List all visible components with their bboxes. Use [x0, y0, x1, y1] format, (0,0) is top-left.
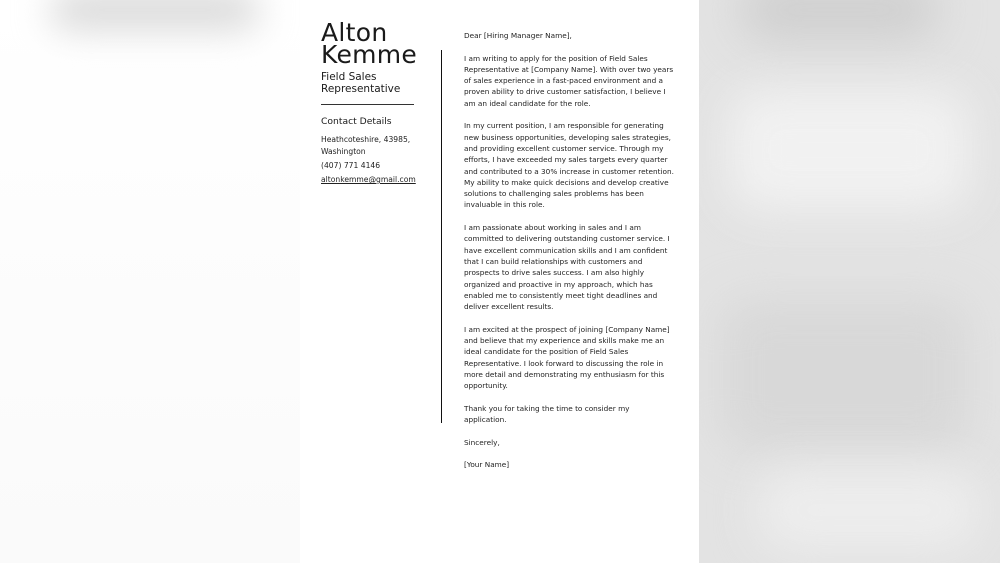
blurred-background-shape — [719, 300, 969, 450]
job-title: Field Sales Representative — [321, 71, 401, 95]
signature: [Your Name] — [464, 460, 510, 470]
contact-email-link[interactable]: altonkemme@gmail.com — [321, 175, 416, 184]
blurred-background-shape — [739, 0, 939, 40]
letter-paragraph: I am writing to apply for the position of Field Sales Representative at [Company Name]. With over two years of sales experience in a fast-paced environment and a proven ability to drive customer satisfaction, I believe I am an ideal candidate for the role. — [464, 53, 674, 108]
blurred-background-shape — [729, 90, 969, 210]
last-name: Kemme — [321, 40, 418, 69]
closing: Sincerely, — [464, 437, 500, 447]
letter-paragraph: Thank you for taking the time to consider my application. — [464, 403, 630, 425]
background-right-panel — [699, 0, 1000, 563]
letter-paragraph: In my current position, I am responsible for generating new business opportunities, developing sales strategies, and providing excellent customer service. Through my efforts, I have exceeded my sales targets every quarter and contributed to a 30% increase in customer retention. My ability to make quick decisions and develop creative solutions to challenging sales problems has been invaluable in this role. — [464, 121, 674, 210]
letter-paragraph: I am passionate about working in sales and I am committed to delivering outstanding customer service. I have excellent communication skills and I am confident that I can build relationships with customers and prospects to drive sales success. I am also highly organized and proactive in my approach, which has enabled me to consistently meet tight deadlines and deliver excellent results. — [464, 223, 670, 312]
blurred-background-shape — [759, 470, 979, 550]
contact-address: Heathcoteshire, 43985, Washington — [321, 135, 411, 156]
blurred-background-shape — [50, 0, 260, 30]
salutation: Dear [Hiring Manager Name], — [464, 31, 572, 40]
resume-sidebar — [321, 18, 418, 186]
contact-heading: Contact Details — [321, 116, 392, 127]
contact-phone: (407) 771 4146 — [321, 161, 381, 170]
first-name: Alton — [321, 18, 388, 47]
divider — [321, 104, 414, 105]
vertical-divider — [441, 50, 442, 423]
cover-letter-body — [464, 30, 674, 482]
letter-paragraph: I am excited at the prospect of joining [Company Name] and believe that my experience and skills make me an ideal candidate for the position of Field Sales Representative. I look forward to discussing the role in more detail and demonstrating my enthusiasm for this opportunity. — [464, 324, 670, 391]
background-left-panel — [0, 0, 300, 563]
